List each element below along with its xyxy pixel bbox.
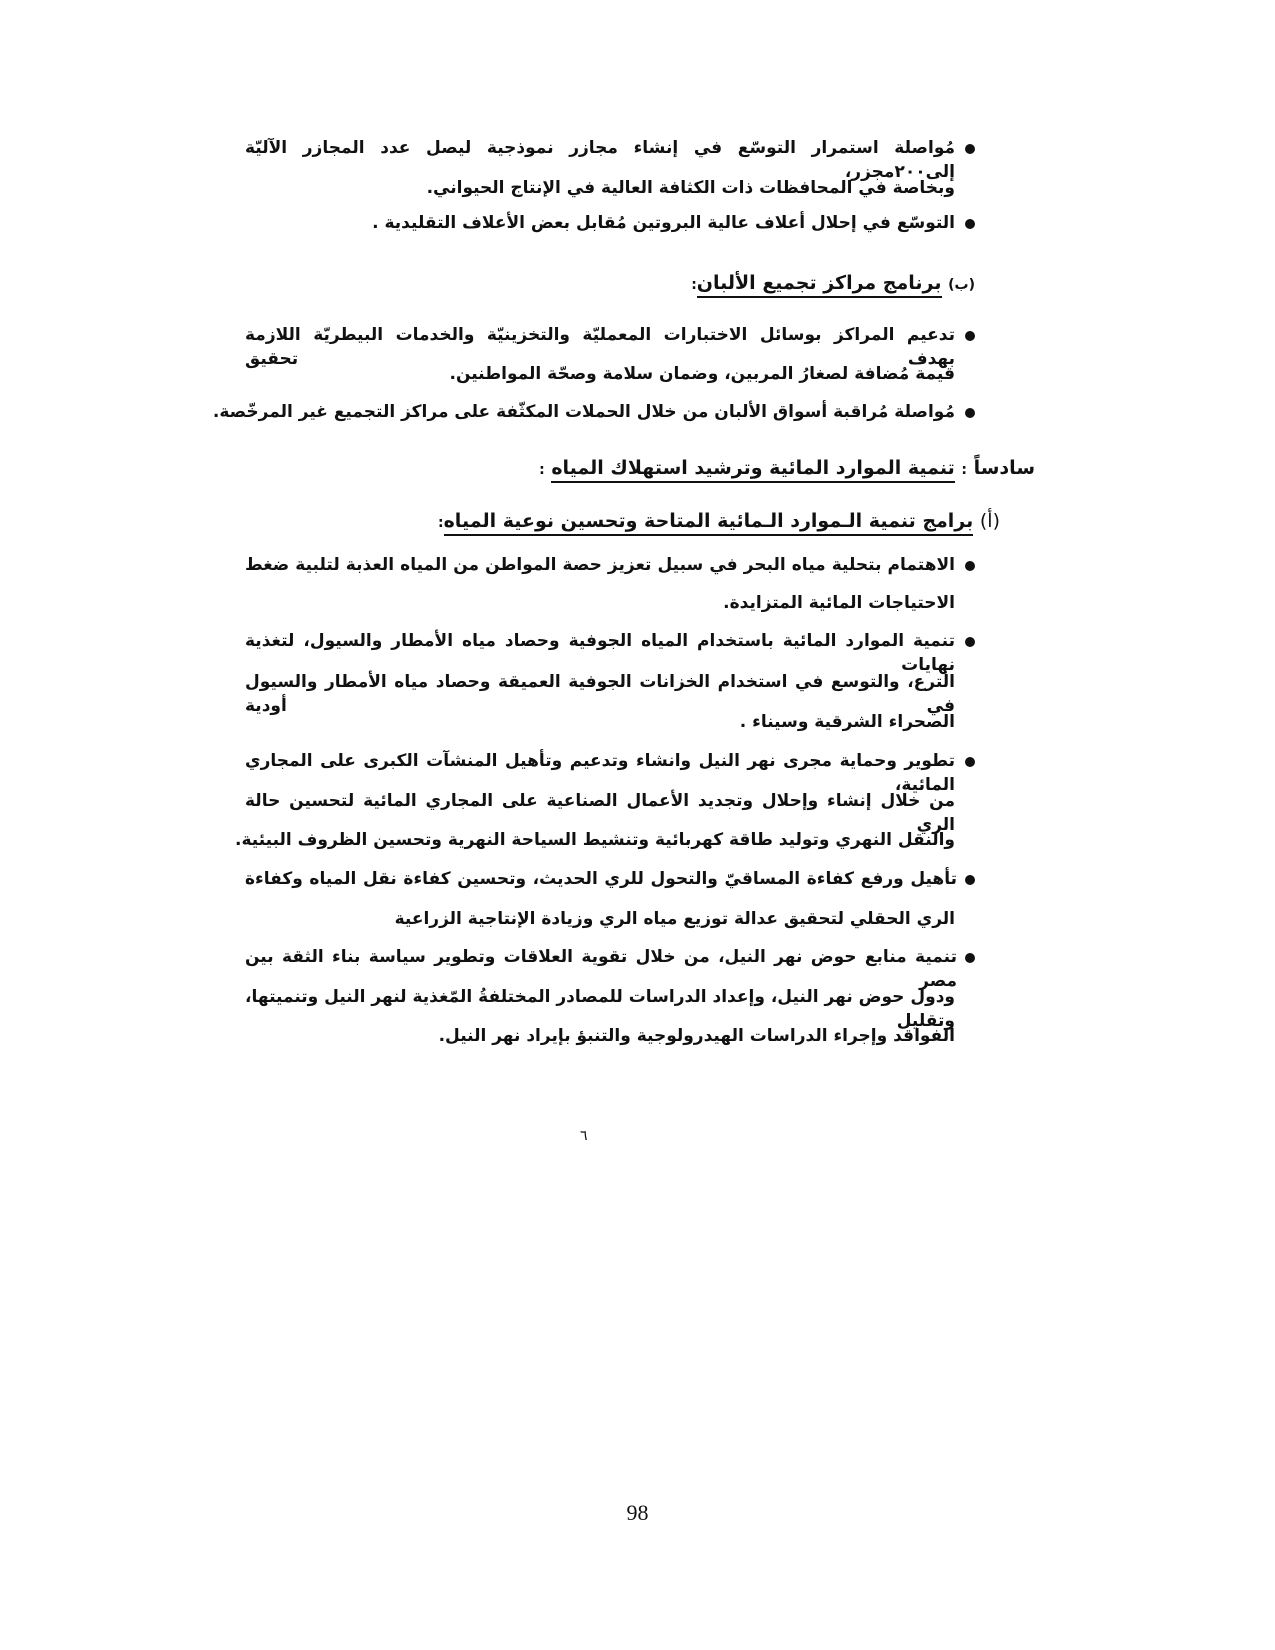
list-item-line: والنقل النهري وتوليد طاقة كهربائية وتنشيط السياحة النهرية وتحسين الظروف البيئية. bbox=[234, 830, 955, 850]
list-item-line: تأهيل ورفع كفاءة المساقيّ والتحول للري الحديث، وتحسين كفاءة نقل المياه وكفاءة bbox=[245, 869, 957, 889]
bullet-icon bbox=[965, 757, 975, 767]
heading-suffix: : bbox=[437, 515, 444, 531]
list-item-line: مُواصلة مُراقبة أسواق الألبان من خلال الحملات المكثّفة على مراكز التجميع غير المرخّصة. bbox=[212, 402, 955, 422]
heading-separator: : bbox=[961, 462, 967, 478]
list-item-line: تنمية منابع حوض نهر النيل، من خلال تقوية العلاقات وتطوير سياسة بناء الثقة بين مصر bbox=[245, 947, 957, 991]
list-item-line: قيمة مُضافة لصغارُ المربين، وضمان سلامة وصحّة المواطنين. bbox=[449, 364, 955, 384]
list-item-line: ودول حوض نهر النيل، وإعداد الدراسات للمصادر المختلفةُ المّغذية لنهر النيل وتنميتها، وتقليل bbox=[245, 987, 955, 1031]
list-item-line: تطوير وحماية مجرى نهر النيل وانشاء وتدعيم وتأهيل المنشآت الكبرى على المجاري المائية، bbox=[245, 751, 955, 795]
list-item-line: الصحراء الشرقية وسيناء . bbox=[739, 712, 955, 732]
bullet-icon bbox=[965, 953, 975, 963]
list-item-line: التوسّع في إحلال أعلاف عالية البروتين مُقابل بعض الأعلاف التقليدية . bbox=[372, 213, 955, 233]
inner-page-number: ٦ bbox=[580, 1128, 588, 1144]
bullet-icon bbox=[965, 561, 975, 571]
list-item-line: الاحتياجات المائية المتزايدة. bbox=[723, 593, 955, 613]
list-item-line: مُواصلة استمرار التوسّع في إنشاء مجازر نموذجية ليصل عدد المجازر الآليّة إلى٢٠٠مجزر، bbox=[245, 138, 955, 182]
bullet-icon bbox=[965, 408, 975, 418]
heading-title: تنمية الموارد المائية وترشيد استهلاك المياه bbox=[551, 457, 954, 483]
section-heading-water-resources bbox=[539, 455, 1035, 483]
list-item-line: تنمية الموارد المائية باستخدام المياه الجوفية وحصاد مياه الأمطار والسيول، لتغذية نهايات bbox=[245, 631, 955, 675]
heading-title: برنامج مراكز تجميع الألبان bbox=[697, 272, 942, 298]
bullet-icon bbox=[965, 637, 975, 647]
list-item-line: من خلال إنشاء وإحلال وتجديد الأعمال الصناعية على المجاري المائية لتحسين حالة الري bbox=[245, 791, 955, 835]
bullet-icon bbox=[965, 144, 975, 154]
list-item-line: تدعيم المراكز بوسائل الاختبارات المعمليّة والتخزينيّة والخدمات البيطريّة اللازمة بهدف تحقيق bbox=[245, 325, 955, 369]
heading-suffix: : bbox=[691, 277, 697, 293]
page-number: 98 bbox=[626, 1500, 649, 1525]
bullet-icon bbox=[965, 331, 975, 341]
section-heading-water-programs bbox=[438, 508, 1000, 536]
list-item-line: الترع، والتوسع في استخدام الخزانات الجوفية العميقة وحصاد مياه الأمطار والسيول في أودية bbox=[245, 672, 955, 716]
bullet-icon bbox=[965, 875, 975, 885]
list-item-line: الفواقد وإجراء الدراسات الهيدرولوجية والتنبؤ بإيراد نهر النيل. bbox=[438, 1026, 955, 1046]
heading-prefix: سادساً bbox=[973, 457, 1035, 479]
heading-title: برامج تنمية الـموارد الـمائية المتاحة وتحسين نوعية المياه bbox=[444, 510, 974, 536]
heading-prefix: (ب) bbox=[948, 277, 975, 293]
heading-suffix: : bbox=[539, 462, 545, 478]
heading-prefix: (أ) bbox=[979, 510, 1000, 532]
list-item-line: وبخاصة في المحافظات ذات الكثافة العالية في الإنتاج الحيواني. bbox=[426, 178, 955, 198]
section-heading-milk-centers bbox=[691, 270, 975, 298]
bullet-icon bbox=[965, 219, 975, 229]
list-item-line: الاهتمام بتحلية مياه البحر في سبيل تعزيز حصة المواطن من المياه العذبة لتلبية ضغط bbox=[245, 555, 955, 575]
list-item-line: الري الحقلي لتحقيق عدالة توزيع مياه الري وزيادة الإنتاجية الزراعية bbox=[394, 909, 955, 929]
